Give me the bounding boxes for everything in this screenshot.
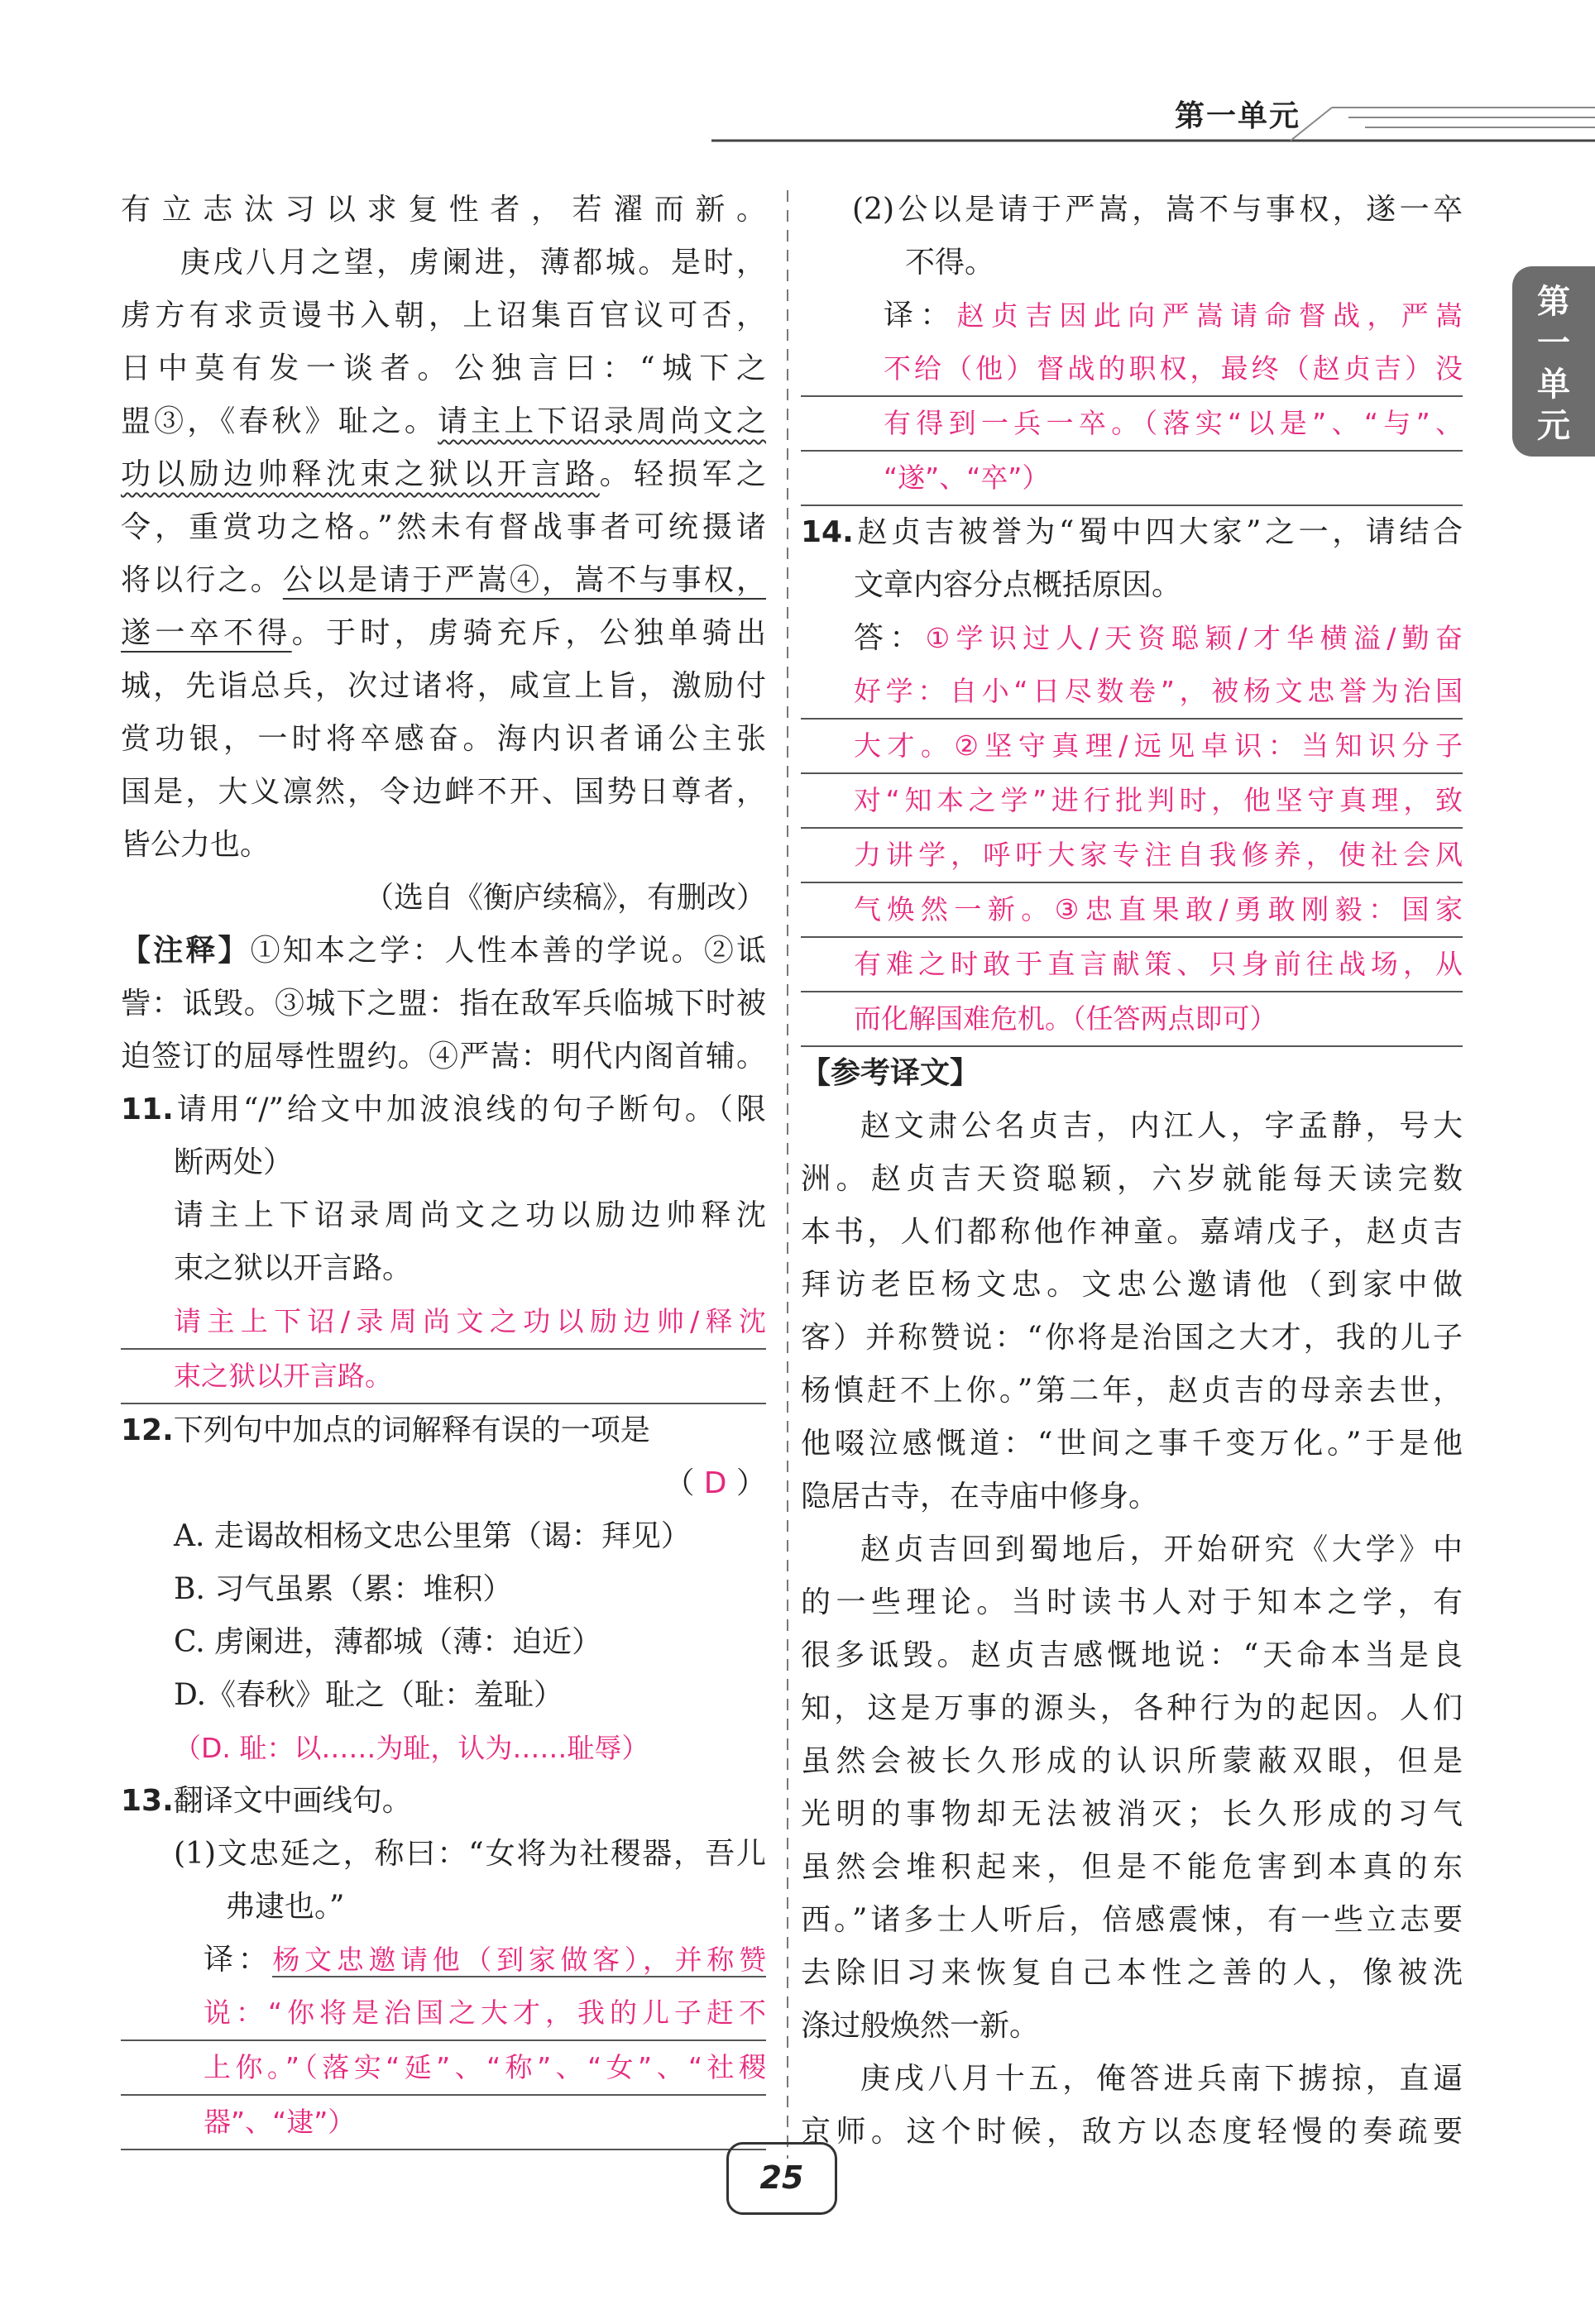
q12-answer-bracket: （ D ） (664, 1466, 766, 1500)
translation-line: 本书，人们都称他作神童。嘉靖戊子，赵贞吉 (801, 1215, 1463, 1249)
q14-answer: 答：①学识过人/天资聪颖/才华横溢/勤奋 (854, 621, 1463, 655)
wavy-sentence: 功以励边帅释沈束之狱以开言路 (121, 457, 600, 491)
q13-1-cont: 弗逮也。” (225, 1890, 345, 1924)
q14-answer: 气焕然一新。③忠直果敢/勇敢刚毅：国家 (801, 883, 1463, 938)
passage-line: 功以励边帅释沈束之狱以开言路。轻损军之 (121, 457, 766, 491)
q14-answer: 对“知本之学”进行批判时，他坚守真理，致 (801, 774, 1463, 829)
question-14-cont: 文章内容分点概括原因。 (854, 568, 1182, 602)
unit-title: 第一单元 (1175, 99, 1301, 133)
translation-line: 杨慎赶不上你。”第二年，赵贞吉的母亲去世， (801, 1374, 1463, 1408)
q13-2-answer: 译：赵贞吉因此向严嵩请命督战，严嵩 (884, 299, 1463, 332)
translation-line: 涤过般焕然一新。 (801, 2009, 1040, 2043)
question-11: 11.请用“/”给文中加波浪线的句子断句。（限 (121, 1093, 766, 1126)
translation-label: 【参考译文】 (801, 1056, 980, 1090)
q14-answer: 有难之时敢于直言献策、只身前往战场，从 (801, 938, 1463, 992)
passage-line: 庚戌八月之望，虏阑进，薄都城。是时， (180, 246, 766, 280)
notes-line: 【注释】①知本之学：人性本善的学说。②诋 (121, 934, 766, 968)
q14-answer: 而化解国难危机。（任答两点即可） (801, 992, 1463, 1047)
notes-line: 迫签订的屈辱性盟约。④严嵩：明代内阁首辅。 (121, 1040, 766, 1074)
q11-answer: 请主上下诏/录周尚文之功以励边帅/释沈 (121, 1295, 766, 1350)
q13-1: (1)文忠延之，称曰：“女将为社稷器，吾儿 (174, 1837, 766, 1871)
question-11-cont: 断两处） (174, 1145, 294, 1179)
passage-line: 日中莫有发一谈者。公独言曰：“城下之 (121, 351, 766, 385)
translation-line: 很多诋毁。赵贞吉感慨地说：“天命本当是良 (801, 1638, 1463, 1672)
translation-line: 他啜泣感慨道：“世间之事千变万化。”于是他 (801, 1427, 1463, 1461)
wavy-sentence: 请主上下诏录周尚文之 (438, 404, 766, 438)
underlined-sentence: 公以是请于严嵩④，嵩不与事权， (282, 563, 766, 597)
header-decoration (711, 91, 1595, 157)
q14-answer: 大才。②坚守真理/远见卓识：当知识分子 (801, 720, 1463, 774)
q13-2-answer: 不给（他）督战的职权，最终（赵贞吉）没 (801, 342, 1463, 397)
translation-line: 隐居古寺，在寺庙中修身。 (801, 1480, 1159, 1513)
passage-line: 盟③，《春秋》耻之。请主上下诏录周尚文之 (121, 404, 766, 438)
q13-1-answer: 器”、“逮”） (121, 2096, 766, 2150)
passage-line: 有立志汰习以求复性者，若濯而新。 (121, 193, 766, 227)
q12-option: C. 虏阑进，薄都城（薄：迫近） (174, 1625, 602, 1659)
source-citation: （选自《衡庐续稿》，有删改） (363, 881, 766, 915)
passage-line: 国是，大义凛然，令边衅不开、国势日尊者， (121, 775, 766, 809)
translation-line: 洲。赵贞吉天资聪颖，六岁就能每天读完数 (801, 1162, 1463, 1196)
translation-line: 京师。这个时候，敌方以态度轻慢的奏疏要 (801, 2115, 1463, 2149)
q13-1-answer: 译：杨文忠邀请他（到家做客），并称赞 (204, 1943, 766, 1977)
translation-line: 的一些理论。当时读书人对于知本之学，有 (801, 1585, 1463, 1619)
underlined-sentence: 遂一卒不得 (121, 616, 292, 650)
question-14: 14.赵贞吉被誉为“蜀中四大家”之一，请结合 (801, 515, 1463, 549)
q12-option: B. 习气虽累（累：堆积） (174, 1572, 513, 1606)
q13-1-answer: 说：“你将是治国之大才，我的儿子赶不 (121, 1987, 766, 2041)
question-13: 13.翻译文中画线句。 (121, 1784, 412, 1818)
q11-answer: 束之狱以开言路。 (121, 1350, 766, 1404)
column-divider (781, 190, 794, 2159)
notes-label: 【注释】 (121, 934, 251, 968)
q13-2-answer: “遂”、“卒”） (801, 452, 1463, 506)
q12-explanation: （D. 耻：以……为耻，认为……耻辱） (174, 1732, 649, 1764)
passage-line: 令，重赏功之格。”然未有督战事者可统摄诸 (121, 510, 766, 544)
passage-line: 虏方有求贡谩书入朝，上诏集百官议可否， (121, 299, 766, 332)
passage-line: 城，先诣总兵，次过诸将，咸宣上旨，激励付 (121, 669, 766, 703)
q13-2-cont: 不得。 (905, 246, 995, 280)
passage-line: 遂一卒不得。于时，虏骑充斥，公独单骑出 (121, 616, 766, 650)
unit-side-tab: 第 一 单 元 (1512, 266, 1595, 457)
translation-line: 虽然会被长久形成的认识所蒙蔽双眼，但是 (801, 1744, 1463, 1778)
q13-2-answer: 有得到一兵一卒。（落实“以是”、“与”、 (801, 397, 1463, 452)
left-column (121, 184, 766, 2150)
passage-line: 赏功银，一时将卒感奋。海内识者诵公主张 (121, 722, 766, 756)
passage-line: 皆公力也。 (121, 828, 271, 862)
translation-line: 光明的事物却无法被消灭；长久形成的习气 (801, 1797, 1463, 1831)
translation-line: 知，这是万事的源头，各种行为的起因。人们 (801, 1691, 1463, 1725)
question-12: 12.下列句中加点的词解释有误的一项是 (121, 1413, 650, 1447)
notes-line: 訾：诋毁。③城下之盟：指在敌军兵临城下时被 (121, 987, 766, 1021)
translation-line: 虽然会堆积起来，但是不能危害到本真的东 (801, 1850, 1463, 1884)
q12-option: D.《春秋》耻之（耻：羞耻） (174, 1678, 564, 1712)
translation-line: 去除旧习来恢复自己本性之善的人，像被洗 (801, 1956, 1463, 1990)
q12-answer: D (703, 1466, 727, 1500)
translation-line: 赵贞吉回到蜀地后，开始研究《大学》中 (860, 1533, 1463, 1566)
translation-line: 赵文肃公名贞吉，内江人，字孟静，号大 (860, 1109, 1463, 1143)
translation-line: 拜访老臣杨文忠。文忠公邀请他（到家中做 (801, 1268, 1463, 1302)
q13-1-answer: 上你。”（落实“延”、“称”、“女”、“社稷 (121, 2041, 766, 2096)
page-number: 25 (726, 2142, 837, 2215)
translation-line: 客）并称赞说：“你将是治国之大才，我的儿子 (801, 1321, 1463, 1355)
passage-line: 将以行之。公以是请于严嵩④，嵩不与事权， (121, 563, 766, 597)
q12-option: A. 走谒故相杨文忠公里第（谒：拜见） (174, 1519, 691, 1553)
q14-answer: 好学：自小“日尽数卷”，被杨文忠誉为治国 (801, 665, 1463, 720)
translation-line: 西。”诸多士人听后，倍感震悚，有一些立志要 (801, 1903, 1463, 1937)
translation-line: 庚戌八月十五，俺答进兵南下掳掠，直逼 (860, 2062, 1463, 2096)
right-column (801, 184, 1463, 2159)
q11-sentence: 请主上下诏录周尚文之功以励边帅释沈 (174, 1198, 766, 1232)
q13-2: (2)公以是请于严嵩，嵩不与事权，遂一卒 (852, 193, 1463, 227)
q14-answer: 力讲学，呼吁大家专注自我修养，使社会风 (801, 829, 1463, 883)
q11-sentence: 束之狱以开言路。 (174, 1251, 413, 1285)
